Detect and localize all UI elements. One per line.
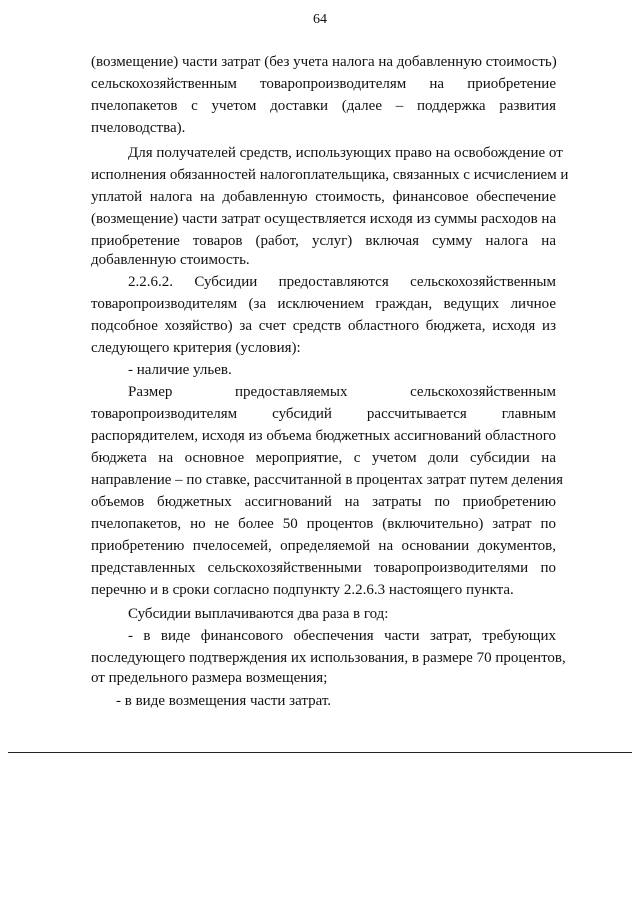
text-line: - наличие ульев. <box>128 362 232 378</box>
text-line: (возмещение) части затрат осуществляется исходя из суммы расходов на <box>91 211 557 227</box>
text-line: уплатой налога на добавленную стоимость, финансовое обеспечение <box>91 189 556 205</box>
page-bottom-rule <box>8 752 632 753</box>
text-line: 2.2.6.2. Субсидии предоставляются сельскохозяйственным <box>128 274 556 290</box>
text-line: от предельного размера возмещения; <box>91 670 328 686</box>
text-line: следующего критерия (условия): <box>91 340 301 356</box>
text-line: - в виде возмещения части затрат. <box>116 693 332 709</box>
text-line: бюджета на основное мероприятие, с учетом доли субсидии на <box>91 450 556 466</box>
text-line: сельскохозяйственным товаропроизводителям на приобретение <box>91 76 556 92</box>
text-line: (возмещение) части затрат (без учета налога на добавленную стоимость) <box>91 54 557 70</box>
text-line: товаропроизводителям (за исключением граждан, ведущих личное <box>91 296 556 312</box>
text-line: исполнения обязанностей налогоплательщика, связанных с исчислением и <box>91 167 569 183</box>
text-line: Для получателей средств, использующих право на освобождение от <box>128 145 563 161</box>
text-line: товаропроизводителям субсидий рассчитывается главным <box>91 406 556 422</box>
text-line: подсобное хозяйство) за счет средств областного бюджета, исходя из <box>91 318 556 334</box>
text-line: последующего подтверждения их использования, в размере 70 процентов, <box>91 650 566 666</box>
text-line: представленных сельскохозяйственными товаропроизводителями по <box>91 560 556 576</box>
text-line: пчеловодства). <box>91 120 186 136</box>
text-line: - в виде финансового обеспечения части затрат, требующих <box>128 628 556 644</box>
text-line: распорядителем, исходя из объема бюджетных ассигнований областного <box>91 428 556 444</box>
text-line: направление – по ставке, рассчитанной в процентах затрат путем деления <box>91 472 563 488</box>
text-line: добавленную стоимость. <box>91 252 250 268</box>
text-line: Субсидии выплачиваются два раза в год: <box>128 606 389 622</box>
text-line: пчелопакетов, но не более 50 процентов (включительно) затрат по <box>91 516 556 532</box>
text-line: приобретению пчелосемей, определяемой на основании документов, <box>91 538 556 554</box>
text-line: перечню и в сроки согласно подпункту 2.2.6.3 настоящего пункта. <box>91 582 514 598</box>
text-line: объемов бюджетных ассигнований на затраты по приобретению <box>91 494 556 510</box>
text-line: приобретение товаров (работ, услуг) включая сумму налога на <box>91 233 556 249</box>
text-line: пчелопакетов с учетом доставки (далее – поддержка развития <box>91 98 556 114</box>
text-line: Размер предоставляемых сельскохозяйственным <box>128 384 556 400</box>
page-number: 64 <box>313 12 327 27</box>
